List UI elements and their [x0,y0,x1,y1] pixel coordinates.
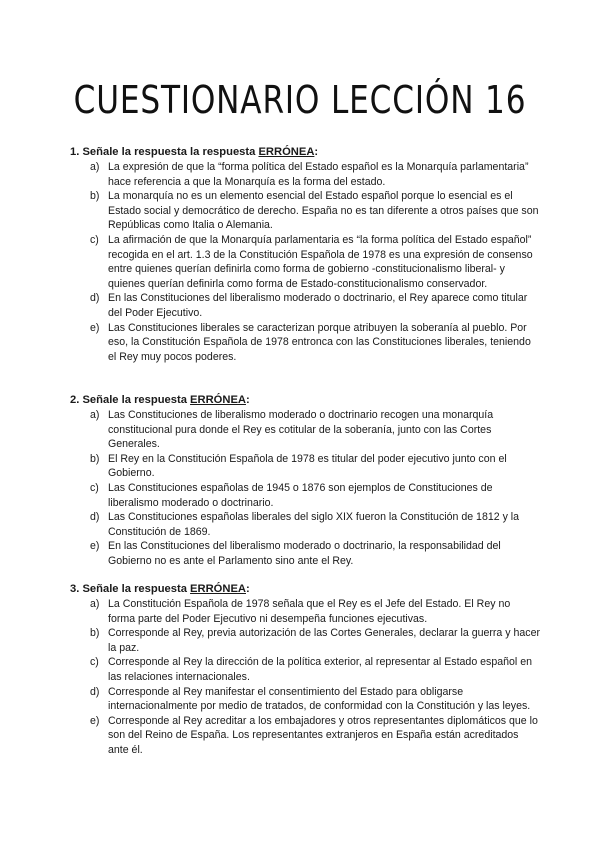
option-letter: b) [90,190,100,203]
option-letter: e) [90,540,100,553]
question-2 [70,393,540,569]
option-text: Las Constituciones españolas liberales del siglo XIX fueron la Constitución de 1812 y la Constitución de 1869. [108,511,520,538]
question-heading [70,145,540,159]
option-text: Corresponde al Rey acreditar a los embajadores y otros representantes diplomáticos que lo son del Reino de España. Los representantes extranjeros en España están acreditados ante él. [108,714,538,756]
option-text: Las Constituciones de liberalismo moderado o doctrinario recogen una monarquía constitucional pura donde el Rey es cotitular de la soberanía, junto con las Cortes Generales. [108,409,494,451]
answer-option-a [70,160,540,189]
option-letter: b) [90,627,100,640]
answer-option-a [70,597,540,626]
question-number: 1. [70,146,80,158]
answer-option-a [70,408,540,452]
option-text: En las Constituciones del liberalismo moderado o doctrinario, el Rey aparece como titular del Poder Ejecutivo. [108,292,528,319]
answer-option-b [70,189,540,233]
option-letter: c) [90,481,99,494]
option-text: La Constitución Española de 1978 señala que el Rey es el Jefe del Estado. El Rey no forma parte del Poder Ejecutivo ni desempeña funciones ejecutivas. [108,598,511,625]
option-text: El Rey en la Constitución Española de 1978 es titular del poder ejecutivo junto con el Gobierno. [108,452,507,480]
option-letter: d) [90,511,100,524]
answer-option-b [70,452,540,481]
question-emphasis: ERRÓNEA [258,146,315,158]
option-text: Corresponde al Rey la dirección de la política exterior, al representar al Estado español en las relaciones internacionales. [108,656,532,683]
option-text: La monarquía no es un elemento esencial del Estado español porque lo esencial es el Estado social y democrático de derecho. España no es tan diferente a otros países que son Repúblicas como Italia o Alemania. [108,190,539,232]
option-letter: c) [90,656,99,669]
option-text: Corresponde al Rey, previa autorización de las Cortes Generales, declarar la guerra y hacer la paz. [108,627,541,654]
question-heading [70,393,540,407]
question-suffix: : [246,394,250,406]
question-prompt: Señale la respuesta la respuesta [82,146,256,158]
question-heading [70,582,540,596]
option-text: La afirmación de que la Monarquía parlamentaria es “la forma política del Estado español” recogida en el art. 1.3 de la Constitución Española de 1978 es una expresión de consenso entre quienes querían definirla como forma de gobierno -constitucionalismo liberal- y quienes querían definirla como forma de Estado-constitucionalismo conservador. [108,233,533,290]
option-text: Las Constituciones liberales se caracterizan porque atribuyen la soberanía al pueblo. Por eso, la Constitución Española de 1978 entronca con las Constituciones liberales, teniendo el Rey muy pocos poderes. [108,321,531,363]
question-number: 2. [70,394,80,406]
answer-option-d [70,291,540,320]
answer-option-c [70,481,540,510]
option-text: En las Constituciones del liberalismo moderado o doctrinario, la responsabilidad del Gobierno no es ante el Parlamento sino ante el Rey. [108,540,501,567]
question-suffix: : [314,146,319,158]
answer-option-c [70,233,540,291]
option-text: La expresión de que la “forma política del Estado español es la Monarquía parlamentaria” hace referencia a que la Monarquía es la forma del estado. [108,161,529,188]
answer-option-b [70,626,540,655]
answer-option-c [70,655,540,684]
option-text: Corresponde al Rey manifestar el consentimiento del Estado para obligarse internacionalmente por medio de tratados, de conformidad con la Constitución y las leyes. [108,685,531,713]
option-letter: c) [90,233,99,246]
question-prompt: Señale la respuesta [82,583,187,595]
option-letter: a) [90,161,100,173]
option-letter: a) [90,409,100,421]
option-letter: d) [90,292,100,305]
question-1 [70,145,540,364]
option-letter: a) [90,598,100,610]
question-3 [70,582,540,758]
answer-option-d [70,510,540,539]
option-text: Las Constituciones españolas de 1945 o 1876 son ejemplos de Constituciones de liberalismo moderado o doctrinario. [108,481,493,509]
answer-option-e [70,539,540,568]
question-suffix: : [246,583,250,595]
question-emphasis: ERRÓNEA [190,583,246,595]
question-emphasis: ERRÓNEA [190,394,246,406]
option-letter: b) [90,452,100,465]
option-letter: d) [90,685,100,698]
question-number: 3. [70,583,80,595]
answer-option-d [70,685,540,714]
question-prompt: Señale la respuesta [82,394,187,406]
page-title: CUESTIONARIO LECCIÓN 16 [73,78,527,122]
option-letter: e) [90,714,100,727]
option-letter: e) [90,321,100,334]
answer-option-e [70,321,540,365]
answer-option-e [70,714,540,758]
